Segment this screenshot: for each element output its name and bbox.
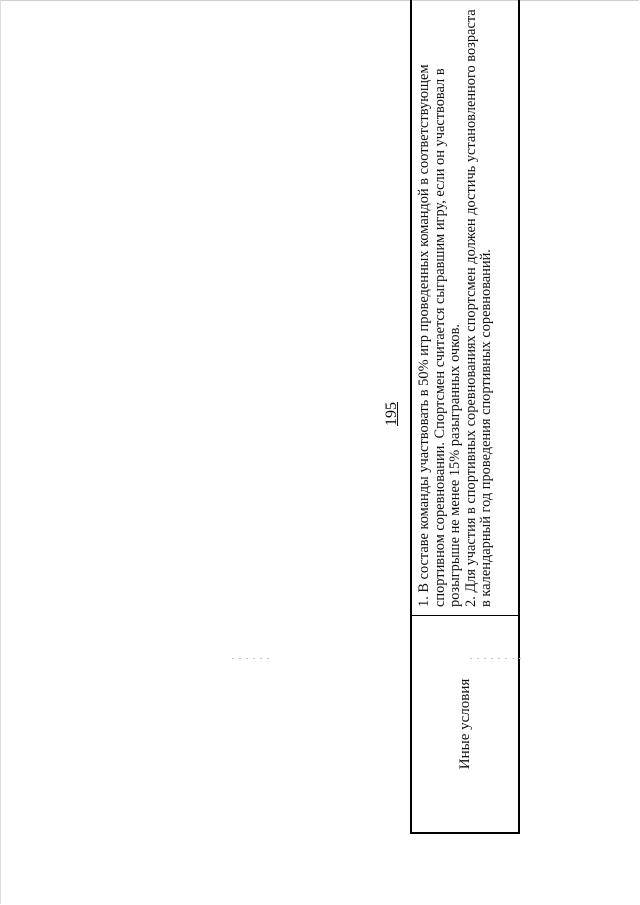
condition-item-1: 1. В составе команды участвовать в 50% игр проведенных командой в соответствующем спортивном соревновании. Спортсмен считается сыгравшим игру, если он участвовал в розыгрыше не менее 15% разыгранных очков. — [416, 64, 464, 607]
scan-speck — [232, 658, 272, 659]
condition-item-2: 2. Для участия в спортивных соревнованиях спортсмен должен достичь установленного возраста в календарный год проведения спортивных соревнований. — [462, 9, 495, 607]
table-content-cell — [412, 0, 518, 615]
rotated-page-content — [380, 0, 520, 834]
page-number: 195 — [383, 402, 400, 426]
table-label: Иные условия — [457, 678, 473, 770]
scan-speck — [470, 658, 525, 659]
table-label-cell — [412, 615, 518, 832]
conditions-table — [410, 0, 520, 834]
